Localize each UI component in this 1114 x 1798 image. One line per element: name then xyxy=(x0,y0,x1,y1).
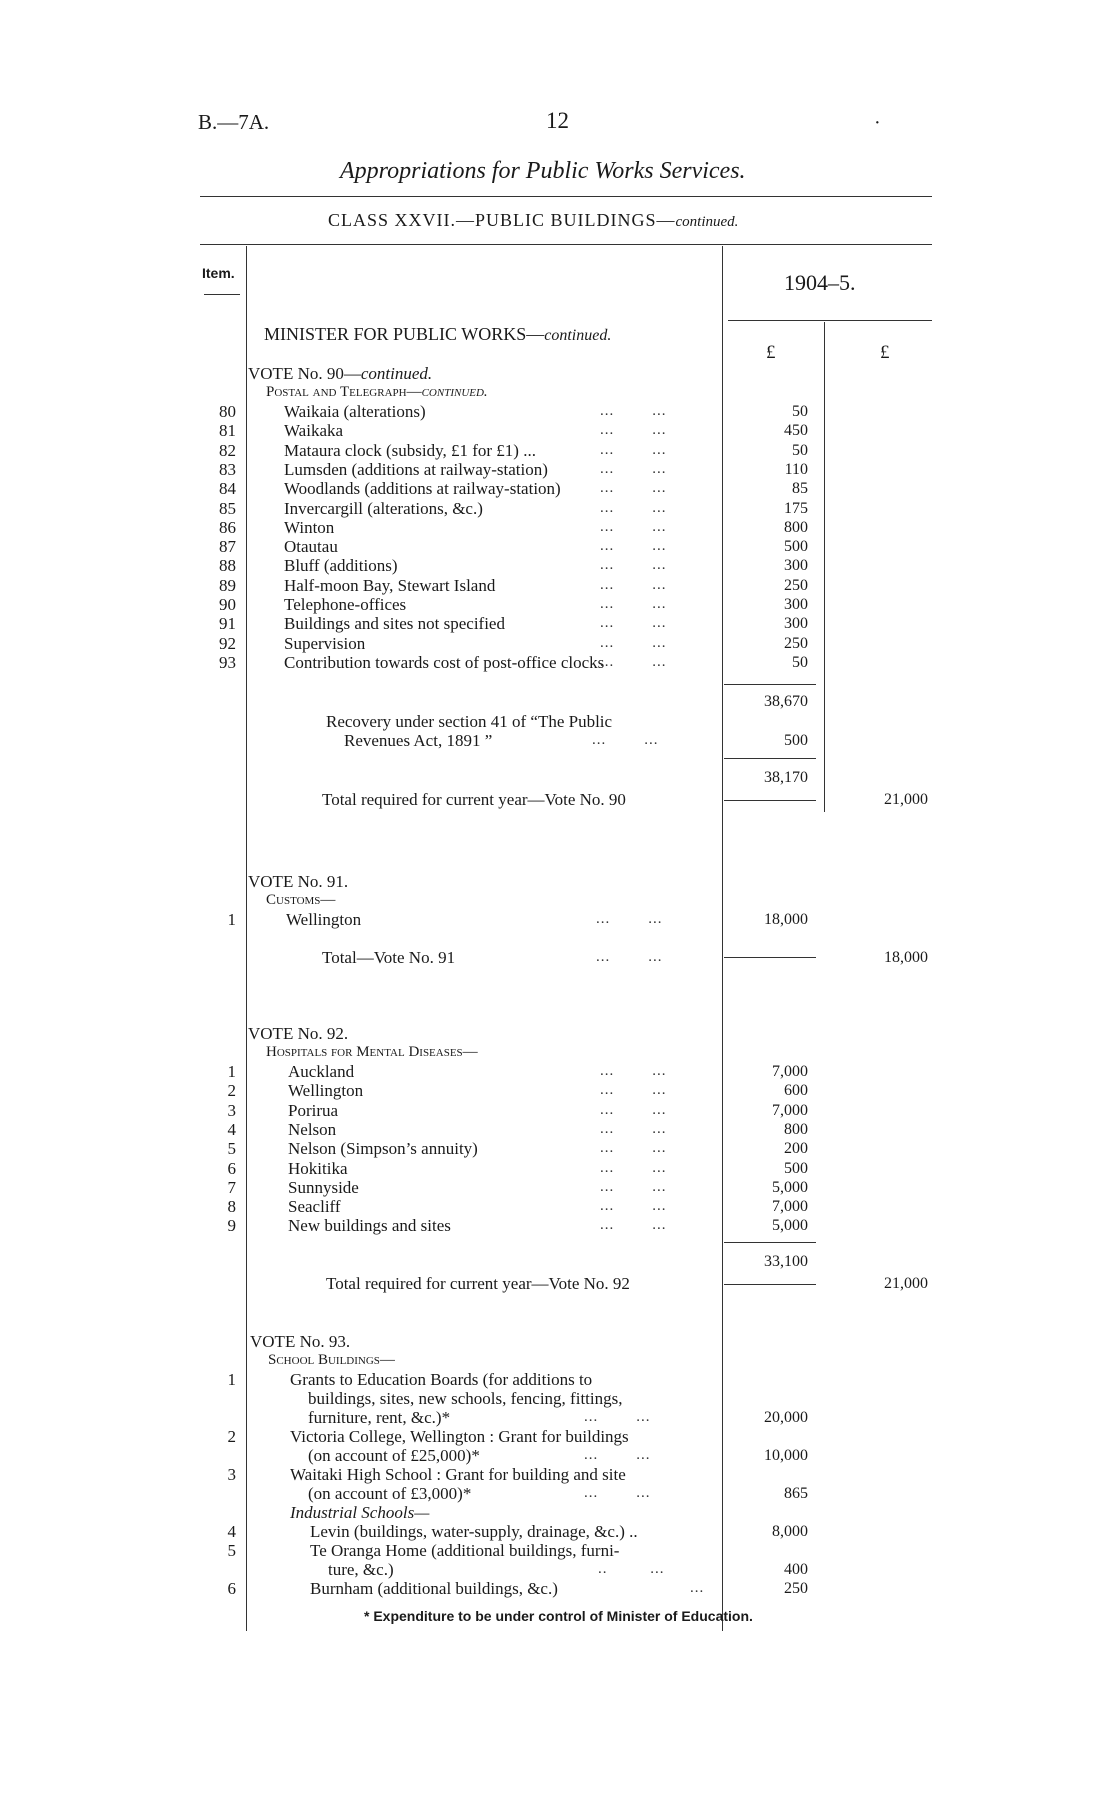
item-description: furniture, rent, &c.)* xyxy=(308,1408,451,1427)
item-description: Seacliff xyxy=(288,1197,341,1217)
footnote: * Expenditure to be under control of Minister of Education. xyxy=(364,1608,753,1624)
item-description: Invercargill (alterations, &c.) xyxy=(284,498,483,518)
vote-93-title: VOTE No. 93. xyxy=(250,1332,351,1351)
leader-dots: ... ... xyxy=(596,911,663,927)
page-title: Appropriations for Public Works Services. xyxy=(340,158,746,184)
item-number: 81 xyxy=(219,421,236,441)
item-number: 3 xyxy=(227,1465,236,1484)
vote-91-title: VOTE No. 91. xyxy=(248,872,349,891)
item-description: (on account of £3,000)* xyxy=(308,1484,472,1503)
item-number: 89 xyxy=(219,575,236,595)
item-number: 90 xyxy=(219,595,236,614)
vote-92-title: VOTE No. 92. xyxy=(248,1024,349,1043)
leader-dots: ... ... xyxy=(600,480,667,497)
item-description: Contribution towards cost of post-office clocks xyxy=(284,652,605,672)
rule xyxy=(724,1284,816,1285)
class-heading: CLASS XXVII.—PUBLIC BUILDINGS—continued. xyxy=(328,210,739,230)
pound-unit: £ xyxy=(766,342,776,363)
item-description: Wellington xyxy=(286,910,362,929)
vote-90-section: Postal and Telegraph—continued. xyxy=(266,384,488,400)
item-number: 85 xyxy=(219,498,236,518)
leader-dots: ... ... xyxy=(600,615,667,632)
leader-dots: ... ... xyxy=(600,460,667,477)
item-description: Levin (buildings, water-supply, drainage, &c.) .. xyxy=(310,1522,638,1541)
item-amount: 110 xyxy=(784,460,808,478)
item-description: ture, &c.) xyxy=(328,1560,394,1579)
pound-unit: £ xyxy=(880,342,890,363)
item-number: 6 xyxy=(227,1158,236,1178)
rule xyxy=(728,320,932,321)
leader-dots: ... ... xyxy=(600,441,667,458)
item-number: 86 xyxy=(219,517,236,537)
item-number: 4 xyxy=(227,1522,236,1541)
item-number: 2 xyxy=(227,1081,236,1101)
leader-dots: ... ... xyxy=(600,538,667,555)
item-description: Hokitika xyxy=(288,1158,348,1178)
item-number: 84 xyxy=(219,479,236,499)
item-description: Burnham (additional buildings, &c.) xyxy=(310,1579,558,1598)
item-description: Lumsden (additions at railway-station) xyxy=(284,459,548,479)
leader-dots: ... ... xyxy=(600,1198,667,1215)
leader-dots: ... ... xyxy=(584,1447,651,1463)
leader-dots: ... ... xyxy=(600,1120,667,1137)
item-number: 6 xyxy=(227,1579,236,1598)
vote-90-total: 21,000 xyxy=(884,791,928,808)
page-number: 12 xyxy=(546,108,569,133)
column-divider xyxy=(246,246,247,1631)
leader-dots: ... ... xyxy=(592,732,659,748)
leader-dots: ... ... xyxy=(600,557,667,574)
item-amount: 800 xyxy=(784,518,808,536)
item-amount: 20,000 xyxy=(764,1409,808,1426)
vote-90-subtotal: 38,670 xyxy=(764,693,808,710)
item-description: Waitaki High School : Grant for building and site xyxy=(290,1465,626,1484)
item-number: 5 xyxy=(227,1541,236,1560)
leader-dots: ... ... xyxy=(600,499,667,516)
minister-heading: MINISTER FOR PUBLIC WORKS—continued. xyxy=(264,324,612,344)
item-number: 93 xyxy=(219,652,236,672)
item-number: 1 xyxy=(227,1062,236,1081)
year-heading: 1904–5. xyxy=(784,270,856,295)
item-description: Sunnyside xyxy=(288,1177,359,1197)
item-amount: 500 xyxy=(784,1159,808,1177)
recovery-line-2: Revenues Act, 1891 ” xyxy=(344,731,493,750)
leader-dots: ... ... xyxy=(600,1082,667,1099)
vote-91-section: Customs— xyxy=(266,892,336,908)
item-description: Supervision xyxy=(284,633,366,653)
leader-dots: ... ... xyxy=(600,576,667,593)
item-number: 9 xyxy=(227,1216,236,1236)
item-amount: 50 xyxy=(792,653,808,671)
item-description: New buildings and sites xyxy=(288,1216,451,1236)
item-amount: 865 xyxy=(784,1485,808,1502)
item-amount: 400 xyxy=(784,1561,808,1578)
rule xyxy=(724,684,816,685)
item-amount: 175 xyxy=(784,499,808,517)
item-amount: 50 xyxy=(792,403,808,420)
item-amount: 5,000 xyxy=(772,1217,808,1235)
recovery-line-1: Recovery under section 41 of “The Public xyxy=(326,712,613,731)
item-number: 83 xyxy=(219,459,236,479)
item-amount: 5,000 xyxy=(772,1178,808,1196)
item-column-header: Item. xyxy=(202,265,235,281)
item-number: 7 xyxy=(227,1177,236,1197)
leader-dots: ... ... xyxy=(600,403,667,419)
item-number: 91 xyxy=(219,614,236,634)
leader-dots: ... ... xyxy=(584,1409,651,1425)
item-amount: 450 xyxy=(784,422,808,440)
item-amount: 8,000 xyxy=(772,1523,808,1540)
item-description: Nelson xyxy=(288,1119,337,1139)
item-number: 82 xyxy=(219,440,236,460)
item-number: 92 xyxy=(219,633,236,653)
item-description: Mataura clock (subsidy, £1 for £1) ... xyxy=(284,440,536,460)
item-amount: 250 xyxy=(784,576,808,594)
item-description: Bluff (additions) xyxy=(284,556,398,576)
item-amount: 250 xyxy=(784,634,808,652)
item-number: 1 xyxy=(227,910,236,929)
item-number: 4 xyxy=(227,1119,236,1139)
item-number: 3 xyxy=(227,1100,236,1120)
item-description: Auckland xyxy=(288,1062,355,1081)
item-number: 2 xyxy=(227,1427,236,1446)
item-number: 80 xyxy=(219,402,236,421)
item-description: Grants to Education Boards (for additions to xyxy=(290,1370,593,1389)
leader-dots: ... ... xyxy=(600,518,667,535)
vote-93-section: School Buildings— xyxy=(268,1352,395,1368)
item-number: 87 xyxy=(219,537,236,557)
vote-92-total-label: Total required for current year—Vote No. 92 xyxy=(326,1274,630,1293)
item-description: Buildings and sites not specified xyxy=(284,614,505,634)
vote-91-total-label: Total—Vote No. 91 xyxy=(322,948,456,967)
vote-90-total-label: Total required for current year—Vote No. 90 xyxy=(322,790,626,809)
item-amount: 18,000 xyxy=(764,911,808,928)
vote-92-subtotal: 33,100 xyxy=(764,1253,808,1270)
item-number: 88 xyxy=(219,556,236,576)
rule xyxy=(724,1242,816,1243)
item-amount: 300 xyxy=(784,596,808,613)
item-description: buildings, sites, new schools, fencing, fittings, xyxy=(308,1389,623,1408)
rule xyxy=(724,758,816,759)
stray-mark: · xyxy=(874,112,881,134)
item-description: Nelson (Simpson’s annuity) xyxy=(288,1139,478,1159)
item-amount: 250 xyxy=(784,1580,808,1597)
item-number: 5 xyxy=(227,1139,236,1159)
item-description: Victoria College, Wellington : Grant for buildings xyxy=(290,1427,629,1446)
vote-91-total: 18,000 xyxy=(884,949,928,966)
vote-90-net: 38,170 xyxy=(764,769,808,786)
leader-dots: ... ... xyxy=(596,949,663,965)
rule xyxy=(204,294,240,295)
item-amount: 800 xyxy=(784,1120,808,1138)
item-description: Telephone-offices xyxy=(284,595,407,614)
leader-dots: ... ... xyxy=(584,1485,651,1501)
item-amount: 7,000 xyxy=(772,1198,808,1216)
leader-dots: ... ... xyxy=(600,422,667,439)
item-number: 8 xyxy=(227,1197,236,1217)
leader-dots: ... ... xyxy=(600,1063,667,1079)
item-description: Te Oranga Home (additional buildings, furni- xyxy=(310,1541,620,1560)
item-description: Otautau xyxy=(284,537,338,557)
leader-dots: ... xyxy=(690,1580,705,1596)
item-number: 1 xyxy=(227,1370,236,1389)
industrial-schools-heading: Industrial Schools— xyxy=(290,1503,430,1522)
item-description: Half-moon Bay, Stewart Island xyxy=(284,575,496,595)
item-description: Porirua xyxy=(288,1100,339,1120)
rule xyxy=(724,957,816,958)
item-description: Waikaka xyxy=(284,421,344,441)
item-description: Waikaia (alterations) xyxy=(284,402,426,421)
column-divider xyxy=(722,246,723,1631)
leader-dots: .. ... xyxy=(598,1561,665,1577)
item-amount: 7,000 xyxy=(772,1101,808,1119)
leader-dots: ... ... xyxy=(600,1217,667,1234)
column-divider xyxy=(824,322,825,812)
item-description: Winton xyxy=(284,517,335,537)
item-amount: 10,000 xyxy=(764,1447,808,1464)
item-description: (on account of £25,000)* xyxy=(308,1446,480,1465)
item-amount: 50 xyxy=(792,441,808,459)
leader-dots: ... ... xyxy=(600,1178,667,1195)
leader-dots: ... ... xyxy=(600,634,667,651)
item-amount: 500 xyxy=(784,538,808,556)
item-amount: 300 xyxy=(784,615,808,633)
item-amount: 300 xyxy=(784,557,808,575)
vote-92-total: 21,000 xyxy=(884,1275,928,1292)
item-amount: 7,000 xyxy=(772,1063,808,1080)
leader-dots: ... ... xyxy=(600,1101,667,1118)
rule xyxy=(200,244,932,245)
vote-90-title: VOTE No. 90—continued. xyxy=(248,364,433,383)
leader-dots: ... ... xyxy=(600,1140,667,1157)
item-description: Woodlands (additions at railway-station) xyxy=(284,479,561,499)
recovery-amount: 500 xyxy=(784,732,808,749)
item-amount: 85 xyxy=(792,480,808,498)
document-reference: B.—7A. xyxy=(198,110,270,134)
leader-dots: ... ... xyxy=(600,653,667,670)
rule xyxy=(724,800,816,801)
vote-92-section: Hospitals for Mental Diseases— xyxy=(266,1044,478,1060)
item-description: Wellington xyxy=(288,1081,364,1101)
item-amount: 600 xyxy=(784,1082,808,1100)
leader-dots: ... ... xyxy=(600,596,667,612)
rule xyxy=(200,196,932,197)
item-amount: 200 xyxy=(784,1140,808,1158)
leader-dots: ... ... xyxy=(600,1159,667,1176)
